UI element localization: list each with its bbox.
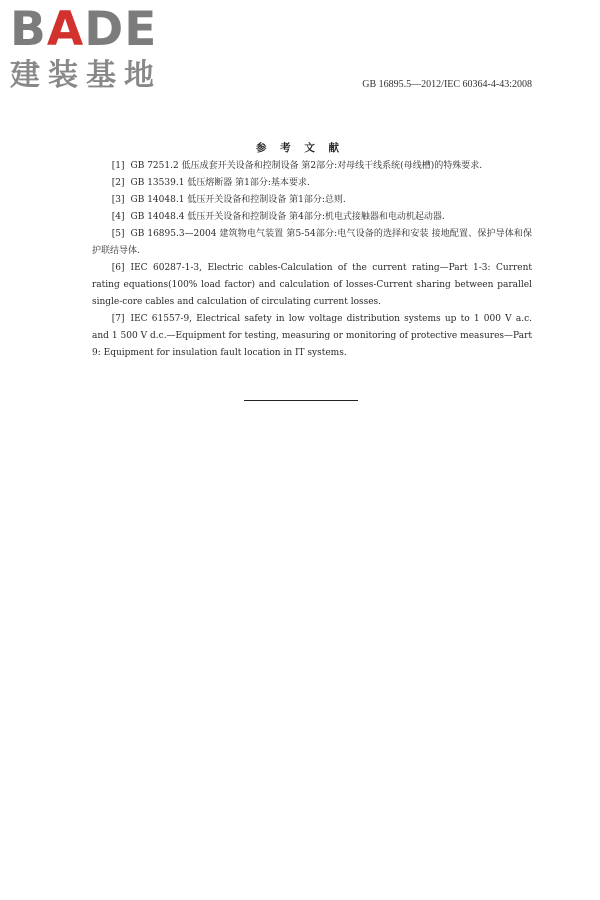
reference-text: GB 16895.3—2004 建筑物电气装置 第5-54部分:电气设备的选择和安装 接地配置、保护导体和保护联结导体. (92, 229, 532, 256)
reference-item (92, 158, 532, 175)
reference-label: [4] (111, 212, 125, 222)
logo-tagline: 建装基地 (10, 58, 162, 93)
reference-text: GB 14048.4 低压开关设备和控制设备 第4部分:机电式接触器和电动机起动器. (130, 212, 445, 222)
reference-text: GB 14048.1 低压开关设备和控制设备 第1部分:总则. (130, 195, 346, 205)
reference-item (92, 260, 532, 311)
logo-wordmark: BADE (10, 2, 158, 57)
standard-number: GB 16895.5—2012/IEC 60364-4-43:2008 (362, 79, 532, 90)
reference-label: [6] (111, 263, 125, 273)
logo (10, 4, 175, 94)
reference-text: IEC 60287-1-3, Electric cables-Calculation of the current rating—Part 1-3: Current rating equations(100% load factor) and calculation of losses-Current sharing between parallel single-core cables and calculation of circulating current losses. (92, 263, 532, 307)
reference-item (92, 209, 532, 226)
reference-item (92, 175, 532, 192)
reference-item (92, 311, 532, 362)
logo-accent-letter: A (46, 2, 85, 57)
reference-label: [3] (111, 195, 125, 205)
reference-item (92, 226, 532, 260)
section-title: 参 考 文 献 (256, 142, 344, 154)
end-rule (244, 400, 358, 401)
reference-label: [1] (111, 161, 125, 171)
reference-text: GB 7251.2 低压成套开关设备和控制设备 第2部分:对母线干线系统(母线槽)的特殊要求. (130, 161, 483, 171)
reference-text: IEC 61557-9, Electrical safety in low voltage distribution systems up to 1 000 V a.c. and 1 500 V d.c.—Equipment for testing, measuring or monitoring of protective measures—Part 9: Equipment for insulation fault location in IT systems. (92, 314, 532, 358)
reference-label: [2] (111, 178, 125, 188)
reference-text: GB 13539.1 低压熔断器 第1部分:基本要求. (130, 178, 310, 188)
reference-list (92, 158, 532, 362)
reference-label: [7] (111, 314, 125, 324)
reference-label: [5] (111, 229, 125, 239)
reference-item (92, 192, 532, 209)
